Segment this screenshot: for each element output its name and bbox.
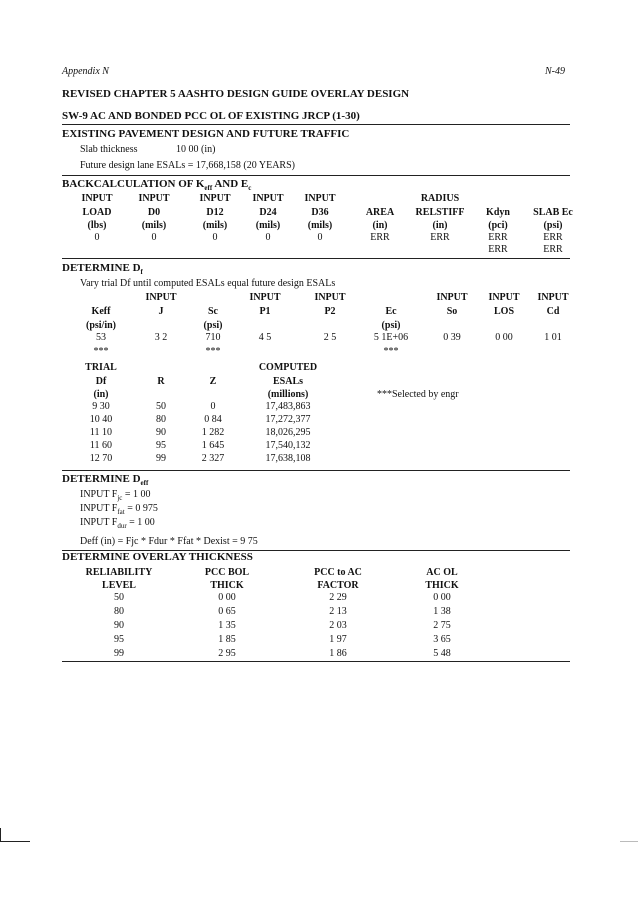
- overlay-header: LEVEL: [102, 580, 136, 591]
- backcalc-header: (pci): [488, 220, 508, 231]
- trial-row-cell: 17,638,108: [265, 453, 311, 464]
- document-title: REVISED CHAPTER 5 AASHTO DESIGN GUIDE OVERLAY DESIGN: [62, 88, 410, 100]
- df-header: LOS: [493, 306, 515, 317]
- backcalc-header: INPUT: [252, 193, 284, 204]
- backcalc-header: LOAD: [82, 207, 112, 218]
- backcalc-header: D24: [259, 207, 277, 218]
- determine-deff-heading-sub: eff: [140, 479, 149, 488]
- divider: [62, 661, 570, 662]
- backcalc-cell: ERR: [430, 232, 450, 243]
- df-header: INPUT: [436, 292, 468, 303]
- df-star: ***: [383, 346, 399, 357]
- trial-header: Df: [95, 376, 107, 387]
- overlay-row-cell: 2 29: [329, 592, 347, 603]
- backcalc-heading-sub: eff: [204, 184, 213, 193]
- backcalc-heading-mid: AND E: [212, 178, 249, 190]
- trial-row-cell: 95: [156, 440, 166, 451]
- overlay-row-cell: 50: [114, 592, 124, 603]
- overlay-row-cell: 99: [114, 648, 124, 659]
- backcalc-header: (mils): [202, 220, 228, 231]
- trial-row-cell: 12 70: [89, 453, 113, 464]
- overlay-row-cell: 80: [114, 606, 124, 617]
- overlay-row-cell: 5 48: [433, 648, 451, 659]
- trial-row-cell: 80: [156, 414, 166, 425]
- backcalc-header: INPUT: [81, 193, 113, 204]
- backcalc-cell: ERR: [488, 244, 508, 255]
- divider: [62, 470, 570, 471]
- df-header: Cd: [546, 306, 560, 317]
- trial-row-cell: 11 10: [89, 427, 113, 438]
- df-header: INPUT: [537, 292, 569, 303]
- overlay-row-cell: 90: [114, 620, 124, 631]
- df-header: INPUT: [249, 292, 281, 303]
- overlay-row-cell: 0 00: [218, 592, 236, 603]
- backcalc-cell: ERR: [543, 232, 563, 243]
- trial-row-cell: 17,483,863: [265, 401, 311, 412]
- trial-row-cell: 11 60: [89, 440, 113, 451]
- overlay-header: THICK: [210, 580, 244, 591]
- trial-header: Z: [209, 376, 217, 387]
- trial-row-cell: 17,272,377: [265, 414, 311, 425]
- backcalc-header: Kdyn: [486, 207, 510, 218]
- backcalc-header: (mils): [141, 220, 167, 231]
- trial-header: TRIAL: [85, 362, 117, 373]
- trial-row-cell: 0: [210, 401, 216, 412]
- overlay-heading: DETERMINE OVERLAY THICKNESS: [62, 551, 253, 563]
- trial-row-cell: 0 84: [204, 414, 222, 425]
- backcalc-cell: 0: [317, 232, 323, 243]
- existing-heading: EXISTING PAVEMENT DESIGN AND FUTURE TRAFFIC: [62, 128, 350, 140]
- trial-row-cell: 90: [156, 427, 166, 438]
- selected-note: ***Selected by engr: [377, 389, 459, 400]
- trial-row-cell: 1 282: [201, 427, 225, 438]
- determine-df-heading-text: DETERMINE D: [62, 262, 141, 274]
- backcalc-header: (in): [372, 220, 388, 231]
- trial-header: ESALs: [272, 376, 304, 387]
- backcalc-cell: 0: [265, 232, 271, 243]
- df-header: Ec: [385, 306, 397, 317]
- df-value: 3 2: [154, 332, 168, 343]
- trial-row-cell: 99: [156, 453, 166, 464]
- df-value: 0 00: [495, 332, 513, 343]
- slab-thickness-label: Slab thickness: [80, 144, 138, 155]
- backcalc-header: D12: [206, 207, 224, 218]
- backcalc-heading: [62, 178, 251, 192]
- deff-input-line: INPUT $F_{dur} = 1$ 00: [80, 517, 155, 530]
- df-header: (psi): [203, 320, 223, 331]
- backcalc-cell: 0: [94, 232, 100, 243]
- df-header: (psi/in): [85, 320, 117, 331]
- df-header: So: [446, 306, 458, 317]
- deff-formula: Deff (in) = Fjc * Fdur * Ffat * Dexist = 9 75: [80, 536, 258, 547]
- df-header: P2: [324, 306, 336, 317]
- determine-deff-heading-text: DETERMINE D: [62, 473, 141, 485]
- backcalc-header: RELSTIFF: [415, 207, 465, 218]
- trial-row-cell: 1 645: [201, 440, 225, 451]
- divider: [62, 124, 570, 125]
- backcalc-header: (lbs): [87, 220, 107, 231]
- df-header: INPUT: [488, 292, 520, 303]
- backcalc-header: (in): [432, 220, 448, 231]
- backcalc-heading-text: BACKCALCULATION OF K: [62, 178, 205, 190]
- df-header: Keff: [91, 306, 111, 317]
- backcalc-header: RADIUS: [420, 193, 460, 204]
- overlay-row-cell: 1 97: [329, 634, 347, 645]
- deff-input-line: INPUT $F_{jc} = 1$ 00: [80, 489, 151, 502]
- trial-row-cell: 50: [156, 401, 166, 412]
- backcalc-header: (mils): [307, 220, 333, 231]
- overlay-header: AC OL: [426, 567, 458, 578]
- df-header: P1: [259, 306, 271, 317]
- backcalc-header: INPUT: [199, 193, 231, 204]
- backcalc-header: D36: [311, 207, 329, 218]
- page-number: N-49: [545, 66, 565, 77]
- df-star: ***: [205, 346, 221, 357]
- trial-header: (in): [93, 389, 109, 400]
- future-esals: Future design lane ESALs = 17,668,158 (20 YEARS): [80, 160, 295, 171]
- backcalc-header: SLAB Ec: [533, 207, 573, 218]
- df-star: ***: [93, 346, 109, 357]
- backcalc-cell: 0: [212, 232, 218, 243]
- slab-thickness-value: 10 00 (in): [176, 144, 216, 155]
- overlay-row-cell: 0 00: [433, 592, 451, 603]
- overlay-header: PCC BOL: [204, 567, 250, 578]
- trial-row-cell: 9 30: [92, 401, 110, 412]
- backcalc-header: (psi): [543, 220, 563, 231]
- overlay-row-cell: 1 35: [218, 620, 236, 631]
- overlay-row-cell: 1 38: [433, 606, 451, 617]
- df-value: 53: [96, 332, 106, 343]
- trial-header: (millions): [267, 389, 309, 400]
- backcalc-header: INPUT: [304, 193, 336, 204]
- backcalc-cell: 0: [151, 232, 157, 243]
- determine-df-heading: [62, 262, 143, 276]
- divider: [62, 258, 570, 259]
- overlay-row-cell: 2 95: [218, 648, 236, 659]
- case-title: SW-9 AC AND BONDED PCC OL OF EXISTING JRCP (1-30): [62, 110, 360, 122]
- page-header-left: Appendix N: [62, 66, 109, 77]
- determine-deff-heading: [62, 473, 148, 487]
- df-value: 1 01: [544, 332, 562, 343]
- backcalc-cell: ERR: [488, 232, 508, 243]
- df-header: J: [158, 306, 164, 317]
- overlay-row-cell: 2 03: [329, 620, 347, 631]
- df-value: 710: [205, 332, 221, 343]
- margin-mark: [620, 841, 638, 842]
- overlay-header: RELIABILITY: [85, 567, 153, 578]
- divider: [62, 175, 570, 176]
- df-header: Sc: [208, 306, 218, 317]
- backcalc-header: AREA: [365, 207, 395, 218]
- overlay-row-cell: 2 13: [329, 606, 347, 617]
- backcalc-heading-sub2: c: [248, 184, 252, 193]
- df-header: (psi): [381, 320, 401, 331]
- overlay-header: FACTOR: [317, 580, 359, 591]
- trial-row-cell: 17,540,132: [265, 440, 311, 451]
- backcalc-header: INPUT: [138, 193, 170, 204]
- determine-df-heading-sub: f: [140, 268, 143, 277]
- backcalc-cell: ERR: [370, 232, 390, 243]
- trial-row-cell: 10 40: [89, 414, 113, 425]
- margin-mark: [0, 841, 30, 842]
- overlay-header: PCC to AC: [314, 567, 362, 578]
- overlay-row-cell: 3 65: [433, 634, 451, 645]
- overlay-row-cell: 0 65: [218, 606, 236, 617]
- df-value: 4 5: [258, 332, 272, 343]
- trial-row-cell: 18,026,295: [265, 427, 311, 438]
- df-note: Vary trial Df until computed ESALs equal future design ESALs: [80, 278, 336, 289]
- deff-input-line: INPUT $F_{fat} = 0$ 975: [80, 503, 158, 516]
- overlay-row-cell: 95: [114, 634, 124, 645]
- df-value: 0 39: [443, 332, 461, 343]
- overlay-row-cell: 2 75: [433, 620, 451, 631]
- backcalc-header: (mils): [255, 220, 281, 231]
- overlay-row-cell: 1 85: [218, 634, 236, 645]
- trial-row-cell: 2 327: [201, 453, 225, 464]
- df-header: INPUT: [145, 292, 177, 303]
- overlay-header: THICK: [425, 580, 459, 591]
- overlay-row-cell: 1 86: [329, 648, 347, 659]
- trial-header: COMPUTED: [258, 362, 318, 373]
- margin-mark: [0, 828, 1, 842]
- trial-header: R: [157, 376, 165, 387]
- backcalc-cell: ERR: [543, 244, 563, 255]
- df-header: INPUT: [314, 292, 346, 303]
- df-value: 5 1E+06: [373, 332, 409, 343]
- df-value: 2 5: [323, 332, 337, 343]
- backcalc-header: D0: [147, 207, 161, 218]
